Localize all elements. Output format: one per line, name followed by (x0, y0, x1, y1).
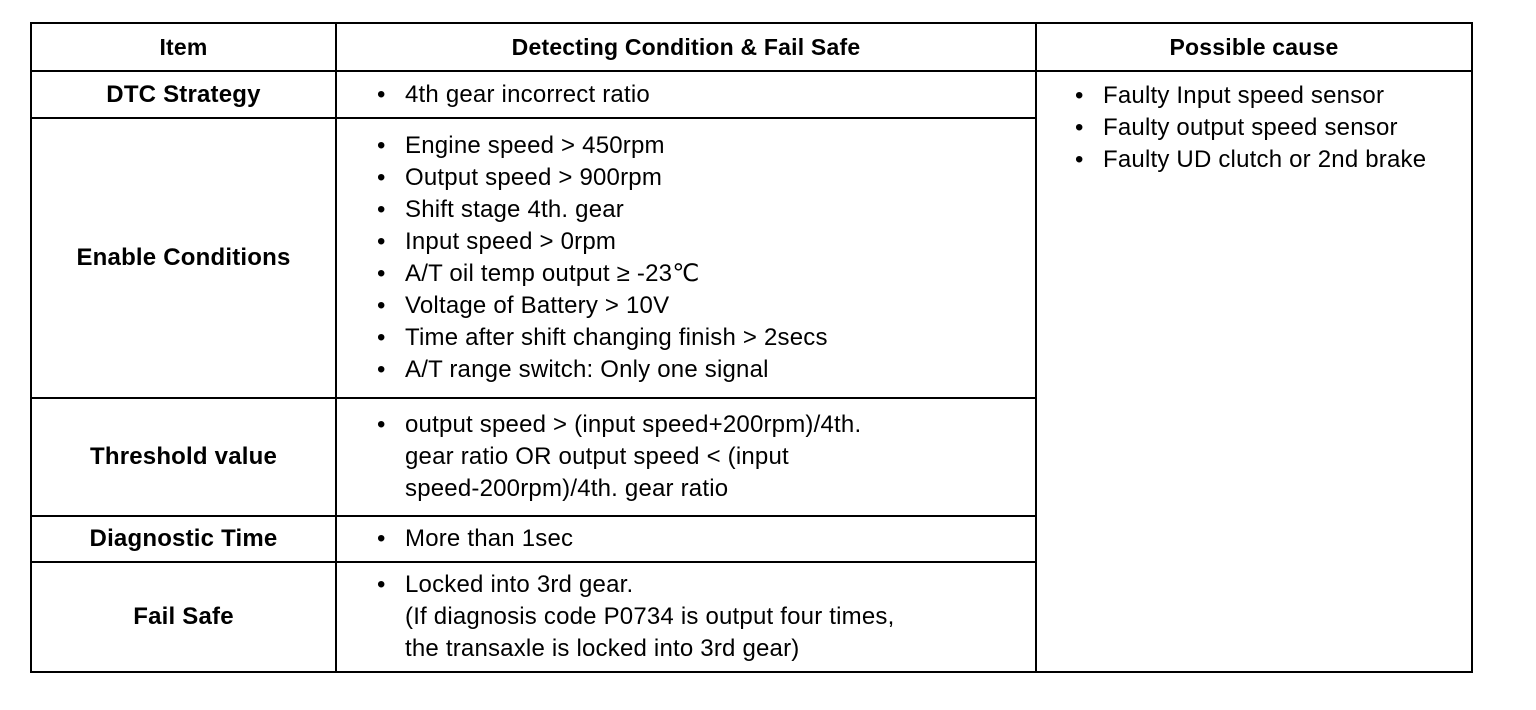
header-condition: Detecting Condition & Fail Safe (336, 23, 1036, 71)
condition-line: • Time after shift changing finish > 2secs (377, 322, 1035, 354)
dtc-table (30, 22, 1473, 673)
condition-dtc-strategy (336, 71, 1036, 118)
condition-line: • More than 1sec (377, 523, 1035, 555)
condition-line: • 4th gear incorrect ratio (377, 79, 1035, 111)
condition-text-line: • Locked into 3rd gear. (405, 571, 634, 598)
condition-diagnostic-time (336, 516, 1036, 562)
condition-text-line: speed-200rpm)/4th. gear ratio (405, 475, 729, 502)
condition-line (377, 409, 1035, 505)
condition-line: • Shift stage 4th. gear (377, 194, 1035, 226)
cause-item: • Faulty UD clutch or 2nd brake (1075, 144, 1471, 176)
header-row (31, 23, 1472, 71)
item-enable-conditions: Enable Conditions (31, 118, 336, 398)
condition-enable-conditions (336, 118, 1036, 398)
condition-line: • Input speed > 0rpm (377, 226, 1035, 258)
condition-line: • Voltage of Battery > 10V (377, 290, 1035, 322)
condition-line: • Output speed > 900rpm (377, 162, 1035, 194)
condition-text-line: (If diagnosis code P0734 is output four times, (405, 603, 895, 630)
possible-cause-cell (1036, 71, 1472, 672)
item-threshold-value: Threshold value (31, 398, 336, 516)
condition-threshold-value (336, 398, 1036, 516)
cause-item: • Faulty Input speed sensor (1075, 80, 1471, 112)
condition-line: • A/T range switch: Only one signal (377, 354, 1035, 386)
condition-fail-safe (336, 562, 1036, 672)
condition-text-line: the transaxle is locked into 3rd gear) (405, 635, 800, 662)
header-item: Item (31, 23, 336, 71)
item-dtc-strategy: DTC Strategy (31, 71, 336, 118)
condition-text-line: • output speed > (input speed+200rpm)/4th. (405, 411, 862, 438)
condition-line: • A/T oil temp output ≥ -23℃ (377, 258, 1035, 290)
header-possible-cause: Possible cause (1036, 23, 1472, 71)
item-diagnostic-time: Diagnostic Time (31, 516, 336, 562)
cause-item: • Faulty output speed sensor (1075, 112, 1471, 144)
condition-text-line: gear ratio OR output speed < (input (405, 443, 789, 470)
condition-line: • Engine speed > 450rpm (377, 130, 1035, 162)
item-fail-safe: Fail Safe (31, 562, 336, 672)
condition-line (377, 569, 1035, 665)
row-dtc-strategy (31, 71, 1472, 118)
